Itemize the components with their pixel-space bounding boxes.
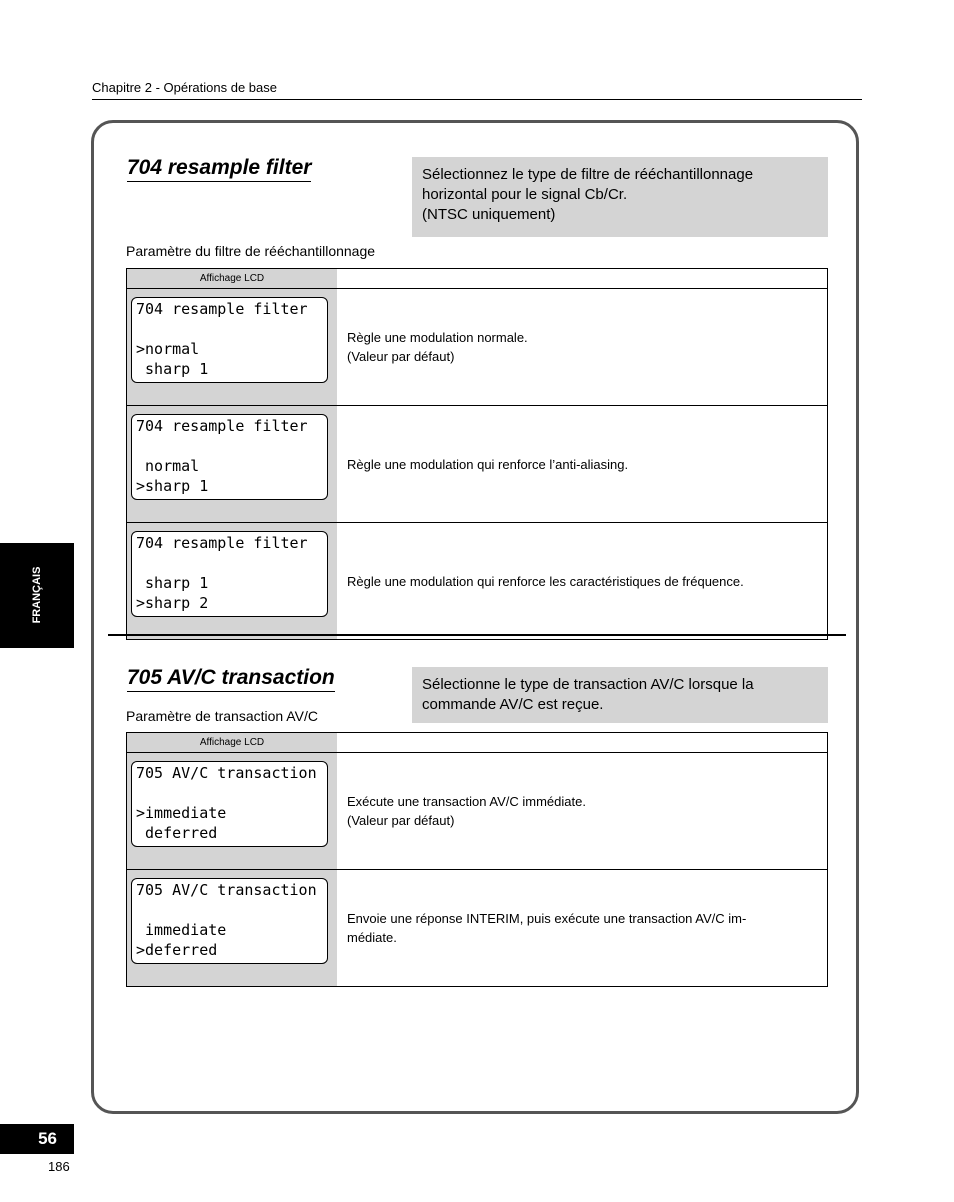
lcd-line: >normal xyxy=(136,340,200,358)
table-row xyxy=(127,870,828,987)
lcd-display xyxy=(131,531,328,617)
lcd-line: sharp 1 xyxy=(136,574,209,592)
row-text: Règle une modulation qui renforce l’anti-aliasing. xyxy=(347,456,629,472)
language-tab xyxy=(0,543,74,648)
text-column-header xyxy=(337,733,828,753)
header-rule xyxy=(92,99,862,100)
description-cell xyxy=(337,870,828,987)
lcd-line: >deferred xyxy=(136,941,218,959)
row-text: Envoie une réponse INTERIM, puis exécute une transaction AV/C im- xyxy=(347,911,747,926)
description-cell xyxy=(337,523,828,640)
page-index: 186 xyxy=(48,1159,70,1174)
param-label-705: Paramètre de transaction AV/C xyxy=(126,708,318,724)
lcd-cell xyxy=(127,753,338,870)
lcd-cell xyxy=(127,289,338,406)
description-line: commande AV/C est reçue. xyxy=(422,696,604,713)
page-number-box xyxy=(0,1124,74,1154)
lcd-line: normal xyxy=(136,457,200,475)
lcd-line: 705 AV/C transaction xyxy=(136,881,317,899)
lcd-line: deferred xyxy=(136,824,218,842)
table-header-row xyxy=(127,733,828,753)
description-cell xyxy=(337,406,828,523)
lcd-line xyxy=(136,436,323,456)
description-cell xyxy=(337,753,828,870)
lcd-cell xyxy=(127,870,338,987)
description-line: Sélectionnez le type de filtre de rééchantillonnage xyxy=(422,166,754,183)
section-divider xyxy=(108,634,846,636)
table-header-row xyxy=(127,269,828,289)
row-text: (Valeur par défaut) xyxy=(347,349,455,364)
section-title-705: 705 AV/C transaction xyxy=(127,666,335,692)
lcd-cell xyxy=(127,523,338,640)
table-row xyxy=(127,289,828,406)
table-row xyxy=(127,523,828,640)
lcd-line xyxy=(136,783,323,803)
section-title-704: 704 resample filter xyxy=(127,156,311,182)
lcd-display xyxy=(131,414,328,500)
page-number: 56 xyxy=(38,1129,57,1148)
lcd-line xyxy=(136,900,323,920)
lcd-line: sharp 1 xyxy=(136,360,209,378)
table-row xyxy=(127,406,828,523)
description-line: horizontal pour le signal Cb/Cr. xyxy=(422,186,628,203)
lcd-line: 704 resample filter xyxy=(136,300,308,318)
language-tab-label: FRANÇAIS xyxy=(31,566,43,624)
lcd-column-header: Affichage LCD xyxy=(127,269,338,289)
lcd-column-header: Affichage LCD xyxy=(127,733,338,753)
chapter-header: Chapitre 2 - Opérations de base xyxy=(92,80,277,95)
text-column-header xyxy=(337,269,828,289)
lcd-line: >sharp 2 xyxy=(136,594,209,612)
description-cell xyxy=(337,289,828,406)
param-table-704 xyxy=(126,268,828,640)
section-description-705 xyxy=(412,667,828,723)
table-row xyxy=(127,753,828,870)
section-description-704 xyxy=(412,157,828,237)
lcd-line: 705 AV/C transaction xyxy=(136,764,317,782)
lcd-line: immediate xyxy=(136,921,227,939)
row-text: Règle une modulation qui renforce les caractéristiques de fréquence. xyxy=(347,573,744,589)
lcd-line: 704 resample filter xyxy=(136,417,308,435)
description-line: (NTSC uniquement) xyxy=(422,206,556,223)
lcd-cell xyxy=(127,406,338,523)
row-text: (Valeur par défaut) xyxy=(347,813,455,828)
description-line: Sélectionne le type de transaction AV/C lorsque la xyxy=(422,676,754,693)
row-text: Règle une modulation normale. xyxy=(347,330,528,345)
lcd-line: 704 resample filter xyxy=(136,534,308,552)
lcd-display xyxy=(131,297,328,383)
lcd-display xyxy=(131,878,328,964)
row-text: médiate. xyxy=(347,930,397,945)
lcd-line: >sharp 1 xyxy=(136,477,209,495)
lcd-display xyxy=(131,761,328,847)
lcd-line: >immediate xyxy=(136,804,227,822)
lcd-line xyxy=(136,319,323,339)
lcd-line xyxy=(136,553,323,573)
param-label-704: Paramètre du filtre de rééchantillonnage xyxy=(126,243,376,259)
row-text: Exécute une transaction AV/C immédiate. xyxy=(347,794,586,809)
param-table-705 xyxy=(126,732,828,987)
